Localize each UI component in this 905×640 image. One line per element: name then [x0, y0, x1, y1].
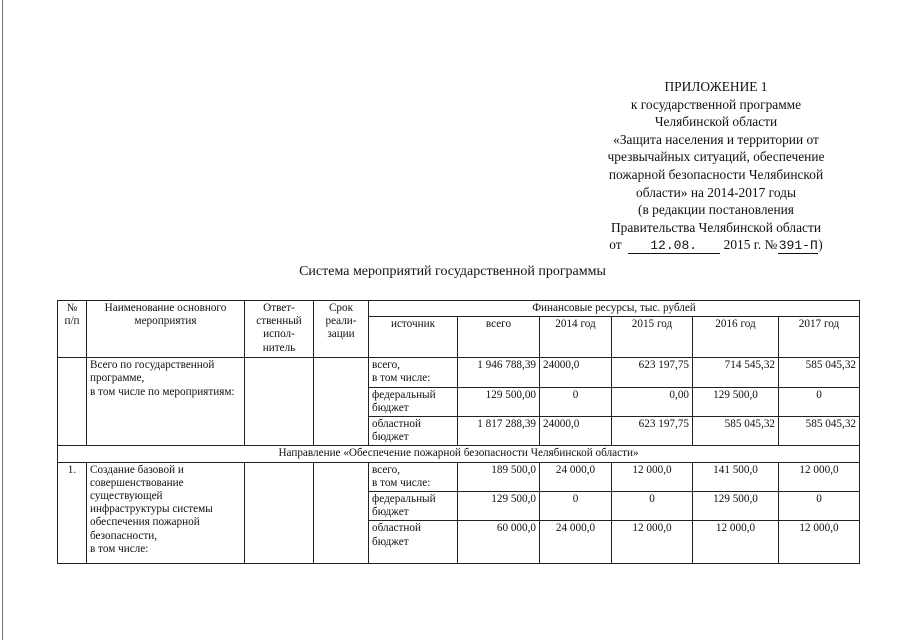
- header-name: Наименование основного мероприятия: [87, 301, 245, 358]
- source-cell: всего, в том числе:: [369, 358, 458, 387]
- total-num-cell: [58, 358, 87, 446]
- year-2015-cell: 623 197,75: [612, 358, 693, 387]
- appendix-line: пожарной безопасности Челябинской: [608, 166, 824, 182]
- year-2017-cell: 12 000,0: [779, 462, 860, 491]
- item-num-cell: 1.: [58, 462, 87, 564]
- year-2015-cell: 12 000,0: [612, 521, 693, 564]
- header-term: Срок реали-зации: [314, 301, 369, 358]
- from-label: от: [609, 237, 622, 253]
- year-2017-cell: 585 045,32: [779, 358, 860, 387]
- source-cell: областной бюджет: [369, 417, 458, 446]
- header-executor: Ответ-ственный испол-нитель: [245, 301, 314, 358]
- total-cell: 1 946 788,39: [458, 358, 540, 387]
- header-2017: 2017 год: [779, 317, 860, 358]
- item-term-cell: [314, 462, 369, 564]
- resolution-number: 391-П: [778, 237, 818, 253]
- table-row: [58, 358, 860, 387]
- appendix-line: к государственной программе: [630, 96, 802, 112]
- source-cell: федеральный бюджет: [369, 492, 458, 521]
- header-financial: Финансовые ресурсы, тыс. рублей: [369, 301, 860, 317]
- total-cell: 60 000,0: [458, 521, 540, 564]
- appendix-line: (в редакции постановления: [638, 202, 794, 218]
- year-2014-cell: 24000,0: [540, 358, 612, 387]
- page-edge-line: [2, 0, 3, 640]
- appendix-line: «Защита населения и территории от: [613, 131, 819, 147]
- year-2015-cell: 623 197,75: [612, 417, 693, 446]
- year-label: 2015 г. №: [723, 237, 778, 253]
- item-executor-cell: [245, 462, 314, 564]
- total-cell: 129 500,0: [458, 492, 540, 521]
- direction-title: Направление «Обеспечение пожарной безопасности Челябинской области»: [58, 446, 860, 462]
- source-cell: всего, в том числе:: [369, 462, 458, 491]
- total-term-cell: [314, 358, 369, 446]
- source-cell: федеральный бюджет: [369, 387, 458, 416]
- year-2014-cell: 24 000,0: [540, 521, 612, 564]
- table-row: [58, 462, 860, 491]
- appendix-header: [585, 78, 847, 254]
- year-2017-cell: 12 000,0: [779, 521, 860, 564]
- year-2014-cell: 24 000,0: [540, 462, 612, 491]
- header-total: всего: [458, 317, 540, 358]
- year-2017-cell: 0: [779, 492, 860, 521]
- year-2015-cell: 0,00: [612, 387, 693, 416]
- total-executor-cell: [245, 358, 314, 446]
- year-2016-cell: 12 000,0: [693, 521, 779, 564]
- year-2016-cell: 129 500,0: [693, 492, 779, 521]
- closing-paren: ): [818, 237, 823, 253]
- item-name-cell: Создание базовой и совершенствование существующей инфраструктуры системы обеспечения пожарной безопасности, в том числе:: [87, 462, 245, 564]
- total-cell: 129 500,00: [458, 387, 540, 416]
- year-2014-cell: 0: [540, 387, 612, 416]
- total-cell: 1 817 288,39: [458, 417, 540, 446]
- header-2014: 2014 год: [540, 317, 612, 358]
- year-2017-cell: 0: [779, 387, 860, 416]
- appendix-line: Челябинской области: [654, 114, 778, 130]
- year-2016-cell: 129 500,0: [693, 387, 779, 416]
- total-cell: 189 500,0: [458, 462, 540, 491]
- resolution-date: 12.08.: [628, 238, 720, 254]
- year-2014-cell: 24000,0: [540, 417, 612, 446]
- header-row: [58, 301, 860, 317]
- year-2017-cell: 585 045,32: [779, 417, 860, 446]
- header-source: источник: [369, 317, 458, 358]
- year-2014-cell: 0: [540, 492, 612, 521]
- appendix-line: ПРИЛОЖЕНИЕ 1: [664, 79, 768, 94]
- year-2015-cell: 0: [612, 492, 693, 521]
- year-2016-cell: 141 500,0: [693, 462, 779, 491]
- resolution-date-line: [585, 236, 847, 254]
- document-title: Система мероприятий государственной программы: [299, 264, 606, 279]
- appendix-line: области» на 2014-2017 годы: [636, 184, 796, 200]
- header-num: № п/п: [58, 301, 87, 358]
- appendix-line: Правительства Челябинской области: [611, 219, 821, 235]
- program-activities-table: [57, 300, 860, 564]
- header-2015: 2015 год: [612, 317, 693, 358]
- year-2016-cell: 714 545,32: [693, 358, 779, 387]
- source-cell: областной бюджет: [369, 521, 458, 564]
- header-2016: 2016 год: [693, 317, 779, 358]
- direction-row: [58, 446, 860, 462]
- appendix-line: чрезвычайных ситуаций, обеспечение: [607, 149, 825, 165]
- total-name-cell: Всего по государственной программе, в том числе по мероприятиям:: [87, 358, 245, 446]
- year-2015-cell: 12 000,0: [612, 462, 693, 491]
- year-2016-cell: 585 045,32: [693, 417, 779, 446]
